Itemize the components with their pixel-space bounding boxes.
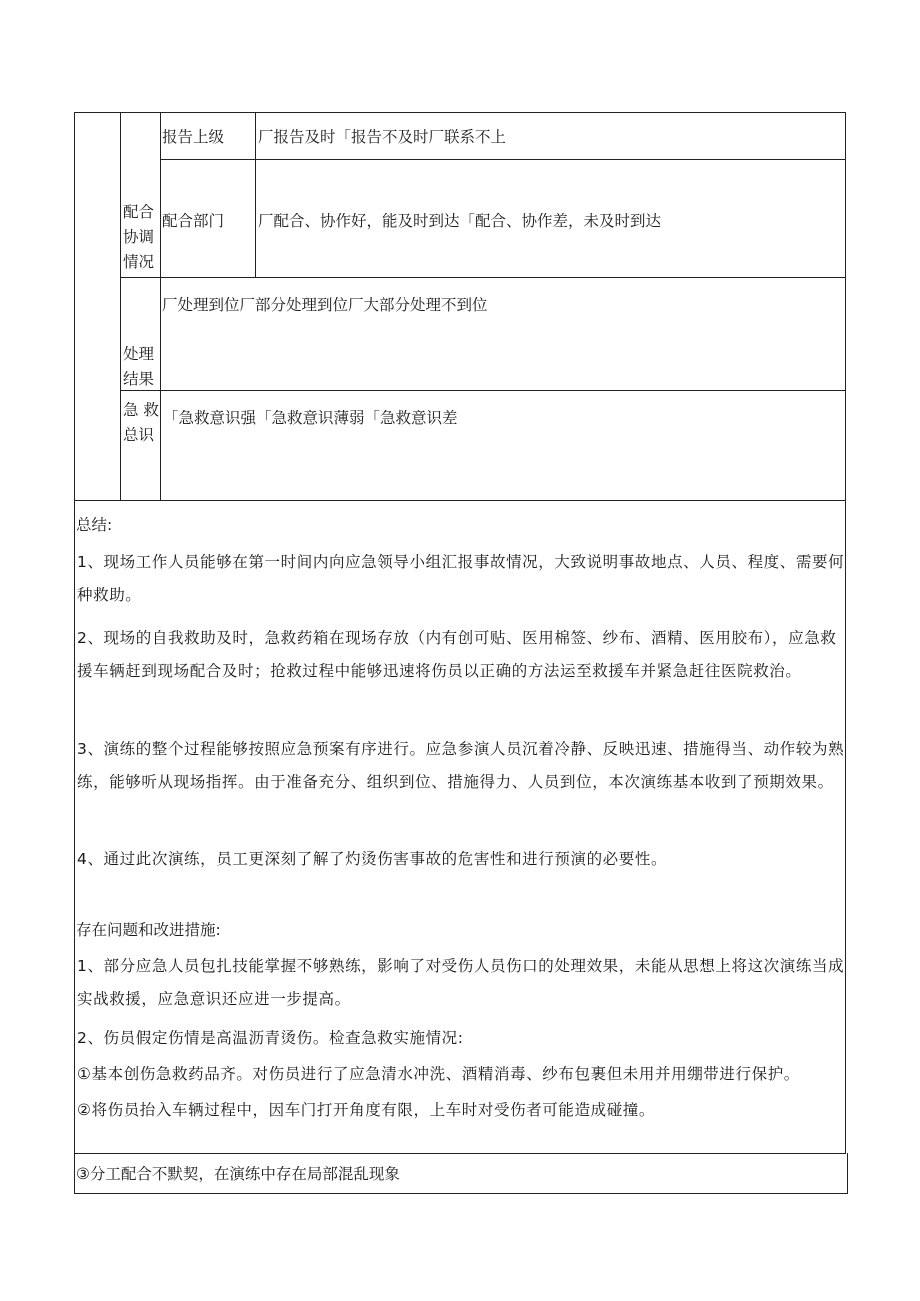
category-line: 情况 (123, 253, 155, 271)
category-line: 结果 (123, 370, 155, 388)
issue-item: 1、部分应急人员包扎技能掌握不够熟练，影响了对受伤人员伤口的处理效果，未能从思想上将这次演练当成实战救援，应急意识还应进一步提高。 (77, 957, 845, 1008)
result-options: 厂处理到位厂部分处理到位厂大部分处理不到位 (162, 296, 488, 314)
category-coordination (123, 200, 154, 275)
report-options: 厂报告及时「报告不及时厂联系不上 (258, 128, 507, 146)
summary-item: 4、通过此次演练，员工更深刻了解了灼烫伤害事故的危害性和进行预演的必要性。 (77, 850, 668, 868)
category-line: 处理 (123, 345, 155, 363)
issue-item: ①基本创伤急救药品齐。对伤员进行了应急清水冲洗、酒精消毒、纱布包裹但未用并用绷带进行保护。 (77, 1065, 800, 1083)
category-line: 协调 (123, 228, 155, 246)
issues-title: 存在问题和改进措施: (76, 921, 221, 939)
awareness-options: 「急救意识强「急救意识薄弱「急救意识差 (163, 409, 458, 427)
category-result (123, 342, 154, 392)
category-awareness (123, 398, 159, 448)
category-line: 急 救 (123, 401, 159, 419)
issue-last-item: ③分工配合不默契，在演练中存在局部混乱现象 (76, 1165, 400, 1183)
dept-label: 配合部门 (162, 212, 225, 230)
report-label: 报告上级 (162, 128, 225, 146)
dept-options: 厂配合、协作好，能及时到达「配合、协作差，未及时到达 (258, 212, 662, 230)
summary-item: 3、演练的整个过程能够按照应急预案有序进行。应急参演人员沉着冷静、反映迅速、措施得当、动作较为熟练，能够听从现场指挥。由于准备充分、组织到位、措施得力、人员到位，本次演练基本收到了预期效果。 (77, 740, 845, 791)
summary-item: 2、现场的自我救助及时，急救药箱在现场存放（内有创可贴、医用棉签、纱布、酒精、医用胶布），应急救援车辆赶到现场配合及时；抢救过程中能够迅速将伤员以正确的方法运至救援车并紧急赶往医院救治。 (77, 629, 837, 680)
issue-item: ②将伤员抬入车辆过程中，因车门打开角度有限，上车时对受伤者可能造成碰撞。 (77, 1101, 655, 1119)
issue-item: 2、伤员假定伤情是高温沥青烫伤。检查急救实施情况: (77, 1029, 464, 1047)
summary-title: 总结: (76, 516, 113, 534)
category-line: 总识 (123, 426, 155, 444)
category-line: 配合 (123, 203, 155, 221)
summary-item: 1、现场工作人员能够在第一时间内向应急领导小组汇报事故情况，大致说明事故地点、人员、程度、需要何种救助。 (77, 553, 845, 604)
